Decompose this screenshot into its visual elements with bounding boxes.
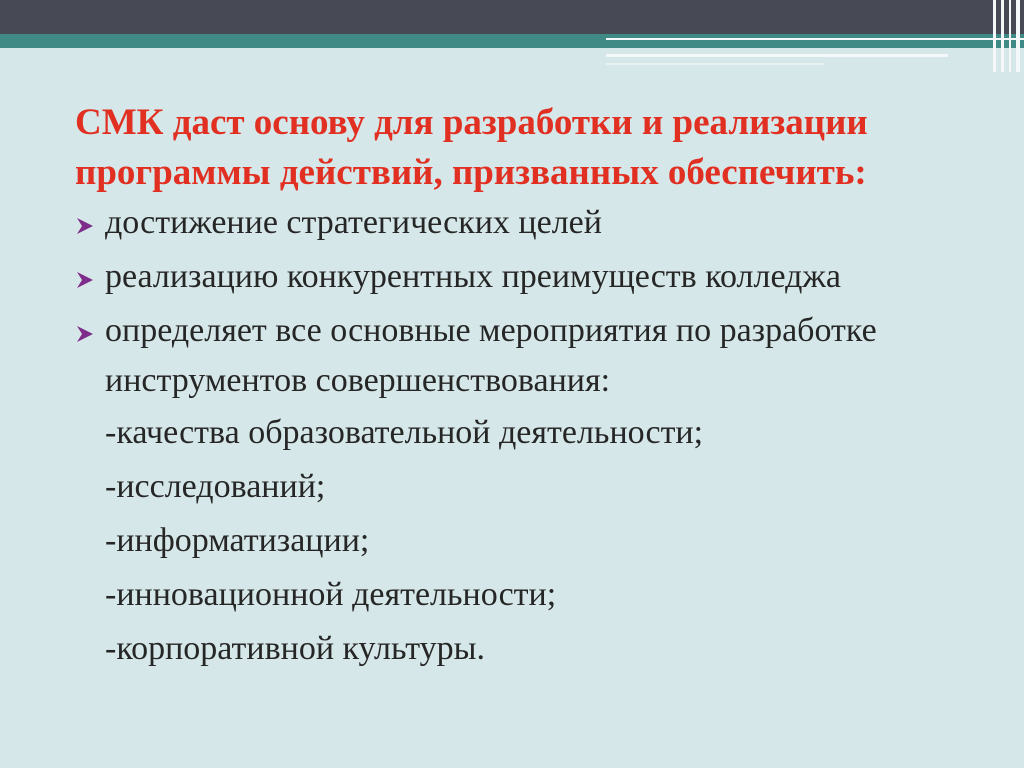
sub-item-quality: -качества образовательной деятельности;: [105, 414, 704, 451]
bullet-item: [75, 306, 975, 406]
arrow-bullet-icon: [75, 216, 95, 236]
slide-content: [75, 198, 975, 676]
bullet-text: определяет все основные мероприятия по разработке инструментов совершенствования:: [105, 312, 877, 399]
sub-item-innovation: -инновационной деятельности;: [105, 576, 557, 613]
sub-item-informatization: -информатизации;: [105, 522, 370, 559]
header-teal-band: [0, 34, 1024, 48]
decorative-line: [606, 63, 824, 65]
decorative-line: [606, 54, 948, 57]
decorative-vertical-bar: [993, 0, 996, 72]
arrow-bullet-icon: [75, 270, 95, 290]
sub-item-corporate-culture: -корпоративной культуры.: [105, 630, 485, 667]
decorative-line: [606, 38, 1024, 40]
slide-title: СМК даст основу для разработки и реализации программы действий, призванных обеспечить:: [75, 102, 868, 193]
bullet-text: достижение стратегических целей: [105, 204, 602, 241]
decorative-vertical-bar: [1009, 0, 1011, 72]
bullet-item: [75, 252, 975, 302]
decorative-vertical-bar: [1016, 0, 1020, 72]
sub-item-research: -исследований;: [105, 468, 326, 505]
header-dark-band: [0, 0, 1024, 34]
decorative-vertical-bar: [1001, 0, 1004, 72]
bullet-text: реализацию конкурентных преимуществ колледжа: [105, 258, 841, 295]
arrow-bullet-icon: [75, 324, 95, 344]
bullet-item: [75, 198, 975, 248]
